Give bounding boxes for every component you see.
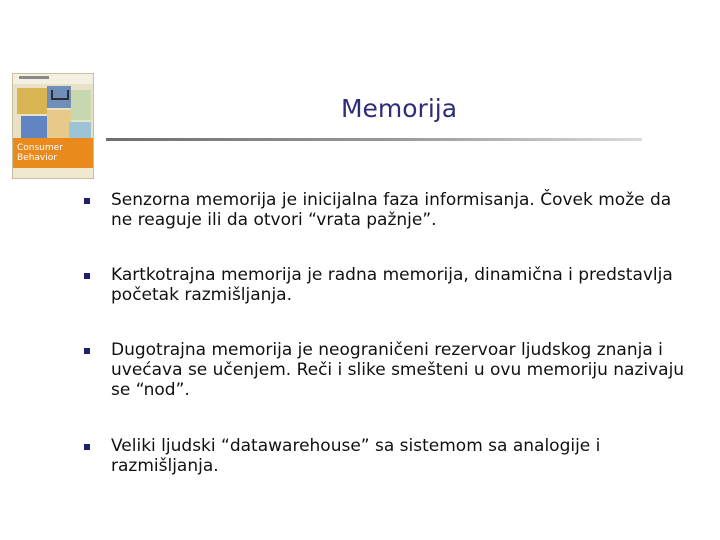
cover-header-band [13, 74, 93, 84]
bullet-text: Kartkotrajna memorija je radna memorija, dinamična i predstavlja početak razmišljanja. [111, 265, 673, 305]
book-cover-image [12, 73, 94, 179]
title-divider [106, 138, 642, 141]
bullet-marker-icon [84, 348, 90, 354]
bullet-marker-icon [84, 198, 90, 204]
bullet-text: Dugotrajna memorija je neograničeni rezervoar ljudskog znanja i uvećava se učenjem. Reči i slike smešteni u ovu memoriju nazivaju se “nod”. [111, 340, 685, 400]
cover-collage-tile [47, 110, 71, 138]
cover-collage-tile [17, 88, 47, 114]
cover-title [13, 138, 93, 168]
bullet-text: Senzorna memorija je inicijalna faza informisanja. Čovek može da ne reaguje ili da otvori “vrata pažnje”. [111, 190, 672, 230]
cover-collage-tile [21, 116, 47, 138]
bullet-marker-icon [84, 273, 90, 279]
bullet-text: Veliki ljudski “datawarehouse” sa sistemom sa analogije i razmišljanja. [111, 436, 601, 476]
slide-title: Memorija [340, 94, 458, 123]
cover-footer-band [13, 168, 93, 178]
shopping-cart-icon [51, 90, 69, 100]
cover-title-line1: Consumer [17, 143, 63, 153]
cover-collage-tile [71, 90, 91, 120]
cover-title-line2: Behavior [17, 153, 57, 163]
bullet-marker-icon [84, 444, 90, 450]
